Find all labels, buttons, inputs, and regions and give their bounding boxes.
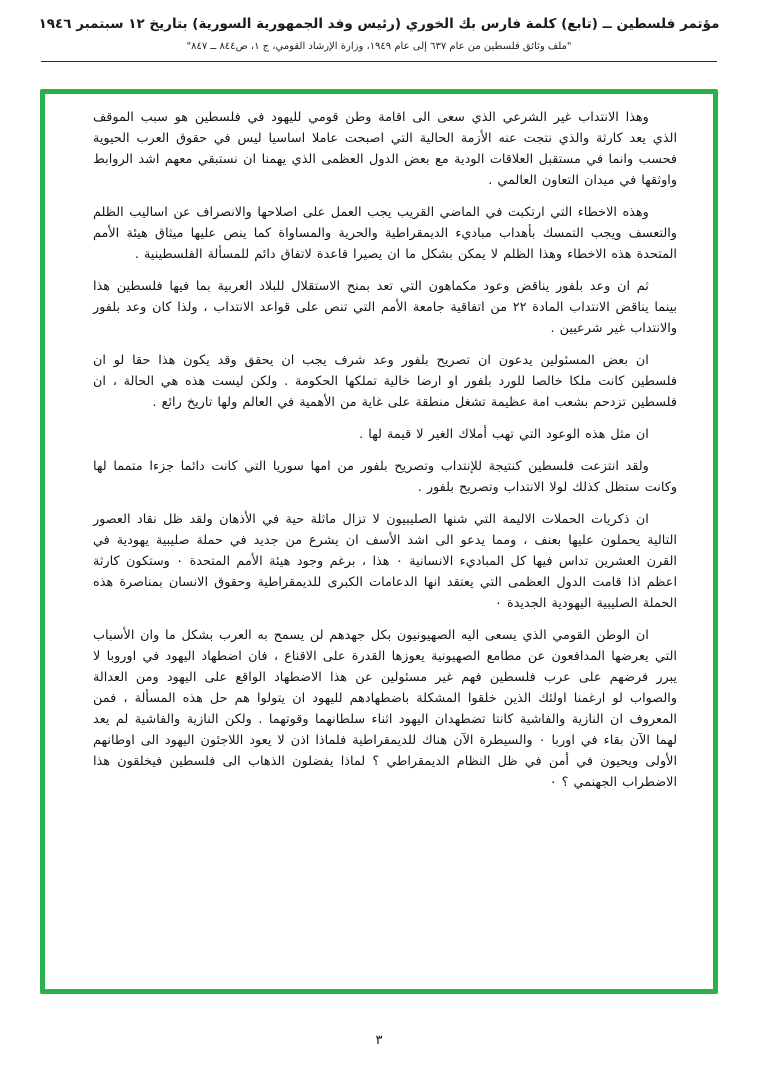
paragraph: ان مثل هذه الوعود التي تهب أملاك الغير لا قيمة لها .	[359, 426, 649, 442]
header-divider	[41, 61, 717, 62]
document-source-note: "ملف وثائق فلسطين من عام ٦٣٧ إلى عام ١٩٤٩، وزارة الإرشاد القومي، ج ١، ص٨٤٤ ــ ٨٤٧"	[186, 41, 572, 52]
paragraph: ولقد انتزعت فلسطين كنتيجة للإنتداب وتصريح بلفور من امها سوريا التي كانت دائما جزءا متمما لها وكانت ستظل كذلك لولا الانتداب وتصريح بلفور .	[93, 458, 677, 495]
paragraph: ان بعض المسئولين يدعون ان تصريح بلفور وعد شرف يجب ان يحقق وقد يكون هذا حقا لو ان فلسطين كانت ملكا خالصا للورد بلفور او ارضا خالية تملكها الحكومة . ولكن ليست هذه هي الحالة ، ان فلسطين تزدحم بشعب امة عظيمة تشغل منطقة على غاية من الأهمية في العالم ولها تاريخ رائع .	[93, 352, 677, 410]
paragraph: وهذه الاخطاء التي ارتكبت في الماضي القريب يجب العمل على اصلاحها والانصراف عن اساليب الظلم والتعسف ويجب التمسك بأهداب مباديء الديمقراطية والحرية والمساواة كما ينص عليها ميثاق هيئة الأمم المتحدة هذه الاخطاء وهذا الظلم لا يمكن بشكل ما ان يصيرا قاعدة لاتفاق دائم للمسألة الفلسطينية .	[93, 204, 677, 262]
paragraph: ثم ان وعد بلفور يناقض وعود مكماهون التي تعد بمنح الاستقلال للبلاد العربية بما فيها فلسطين هذا بينما يناقض الانتداب المادة ٢٢ من اتفاقية جامعة الأمم التي تنص على قواعد الانتداب ، ولذا كان وعد بلفور والانتداب غير شرعيين .	[93, 278, 677, 336]
paragraph: ان ذكريات الحملات الاليمة التي شنها الصليبيون لا تزال ماثلة حية في الأذهان ولقد ظل نقاد العصور التالية يحملون عليها بعنف ، ومما يدعو الى اشد الأسف ان يشرع من جديد في حملة صليبية يهودية في القرن العشرين تداس فيها كل المباديء الانسانية ٠ هذا ، برغم وجود هيئة الأمم المتحدة ٠ وستكون كارثة اعظم اذا قامت الدول العظمى التي يعتقد انها الدعامات الكبرى للديمقراطية وحقوق الانسان بمناصرة هذه الحملة الصليبية اليهودية الجديدة ٠	[93, 511, 677, 611]
document-title: مؤتمر فلسطين ــ (تابع) كلمة فارس بك الخوري (رئيس وفد الجمهورية السورية) بتاريخ ١٢ سبتمبر ١٩٤٦	[38, 16, 720, 32]
paragraph: ان الوطن القومي الذي يسعى اليه الصهيونيون بكل جهدهم لن يسمح به العرب بشكل ما وان الأسباب التي يعرضها المدافعون عن مطامع الصهيونية يعوزها القدرة على الاقناع ، فان اضطهاد اليهود في اوروبا لا يبرر فرضهم على عرب فلسطين فهم غير مسئولين عن هذا الاضطهاد الواقع على اليهود ومن العدالة والصواب لو ارغمنا اولئك الذين خلقوا المشكلة باضطهادهم لليهود ان يتولوا هم حل هذه المسألة ، فمن المعروف ان النازية والفاشية كانتا تضطهدان اليهود اثناء سلطانهما وقوتهما . ولكن النازية والفاشية لم يعد لهما الآن بقاء في اوربا ٠ والسيطرة الآن هناك للديمقراطية فلماذا اذن لا يعود اللاجئون اليهود الى اوطانهم الأولى ويحيون في أمن في ظل النظام الديمقراطي ؟ لماذا يفضلون الذهاب الى فلسطين فيخلقون هذا الاضطراب الجهنمي ؟ ٠	[93, 627, 678, 790]
document-header	[0, 0, 758, 62]
text-frame	[40, 89, 718, 994]
paragraph: وهذا الانتداب غير الشرعي الذي سعى الى اقامة وطن قومي لليهود في فلسطين هو سبب الموقف الذي يعد كارثة والذي نتجت عنه الأزمة الحالية التي اصبحت عاملا اساسيا ليس في حقوق العرب الحيوية فحسب وانما في مستقبل العلاقات الودية مع بعض الدول العظمى الذي يهمنا ان نستبقي معهم اشد الروابط واوثقها في ميدان التعاون العالمي .	[93, 110, 677, 188]
page-number: ٣	[375, 1033, 383, 1048]
